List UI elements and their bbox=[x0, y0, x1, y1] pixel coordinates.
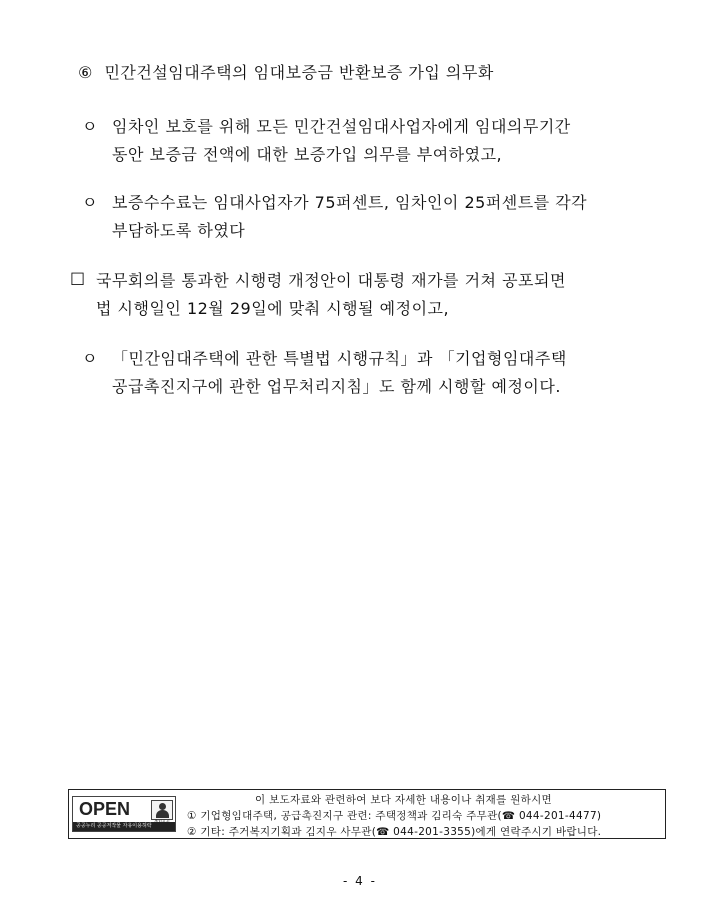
contact-intro: 이 보도자료와 관련하여 보다 자세한 내용이나 취재를 원하시면 bbox=[255, 794, 552, 806]
item-2-line-1: 보증수수료는 임대사업자가 75퍼센트, 임차인이 25퍼센트를 각각 bbox=[112, 193, 588, 212]
kogl-logo bbox=[72, 796, 176, 832]
sub-item-line-1: 「민간임대주택에 관한 특별법 시행규칙」과 「기업형임대주택 bbox=[112, 349, 567, 368]
item-2-bullet: ㅇ bbox=[82, 193, 98, 212]
sub-item-bullet: ㅇ bbox=[82, 349, 98, 368]
attribution-icon bbox=[151, 800, 173, 820]
item-1-bullet: ㅇ bbox=[82, 117, 98, 136]
item-1-line-1: 임차인 보호를 위해 모든 민간건설임대사업자에게 임대의무기간 bbox=[112, 117, 571, 136]
announcement-line-1: 국무회의를 통과한 시행령 개정안이 대통령 재가를 거쳐 공포되면 bbox=[96, 271, 566, 290]
item-1-line-2: 동안 보증금 전액에 대한 보증가입 의무를 부여하였고, bbox=[112, 145, 503, 164]
open-logo-text: OPEN bbox=[79, 799, 131, 819]
contact-line-1: ① 기업형임대주택, 공급촉진지구 관련: 주택정책과 김리숙 주무관(☎ 044-201-4477) bbox=[187, 810, 602, 822]
section-6-title: 민간건설임대주택의 임대보증금 반환보증 가입 의무화 bbox=[104, 63, 494, 82]
section-6-marker: ⑥ bbox=[78, 63, 93, 82]
sub-item-line-2: 공급촉진지구에 관한 업무처리지침」도 함께 시행할 예정이다. bbox=[112, 377, 561, 396]
contact-box bbox=[68, 789, 666, 839]
page-number: - 4 - bbox=[343, 874, 377, 888]
contact-line-2: ② 기타: 주거복지기획과 김지우 사무관(☎ 044-201-3355)에게 연락주시기 바랍니다. bbox=[187, 826, 602, 838]
item-2-line-2: 부담하도록 하였다 bbox=[112, 221, 246, 240]
section-6-heading bbox=[78, 60, 494, 83]
announcement-line-2: 법 시행일인 12월 29일에 맞춰 시행될 예정이고, bbox=[96, 299, 450, 318]
announcement-bullet: □ bbox=[70, 268, 86, 287]
logo-caption: 공공누리 공공저작물 자유이용허락 bbox=[73, 822, 175, 831]
